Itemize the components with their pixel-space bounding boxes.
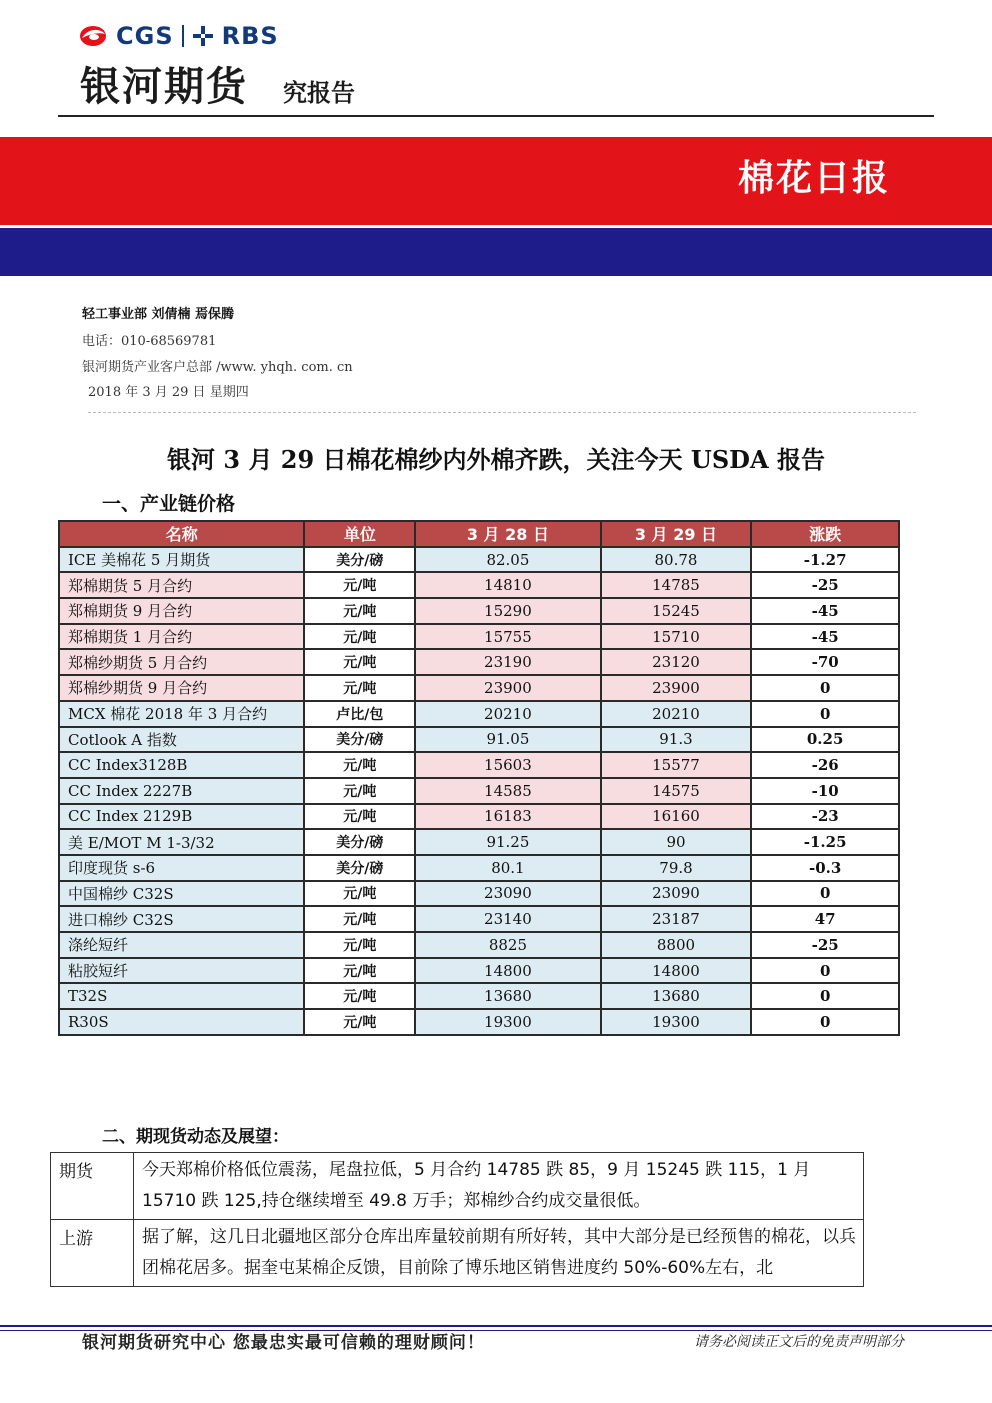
row-name: 郑棉纱期货 5 月合约 [59,649,304,675]
table-row [59,778,899,804]
date-line: 2018 年 3 月 29 日 星期四 [88,385,249,400]
row-name: 进口棉纱 C32S [59,906,304,932]
row-value-day2: 23900 [601,675,752,701]
row-unit: 元/吨 [304,906,415,932]
row-value-day1: 82.05 [415,547,601,573]
logo-separator [182,25,184,47]
table-row [59,804,899,830]
row-unit: 元/吨 [304,649,415,675]
table-row [59,855,899,881]
row-unit: 元/吨 [304,572,415,598]
footer-disclaimer: 请务必阅读正文后的免责声明部分 [694,1334,904,1350]
row-name: CC Index3128B [59,752,304,778]
row-change: 0 [751,675,899,701]
row-name: 美 E/MOT M 1-3/32 [59,829,304,855]
row-unit: 元/吨 [304,983,415,1009]
cgs-swirl-icon [78,22,108,50]
row-value-day1: 15755 [415,624,601,650]
row-value-day2: 13680 [601,983,752,1009]
row-unit: 元/吨 [304,752,415,778]
row-name: CC Index 2227B [59,778,304,804]
notes-table [50,1152,864,1287]
row-name: 郑棉纱期货 9 月合约 [59,675,304,701]
col-name: 名称 [59,521,304,547]
row-change: 0 [751,701,899,727]
col-date2: 3 月 29 日 [601,521,752,547]
row-unit: 元/吨 [304,1009,415,1035]
row-change: 0 [751,1009,899,1035]
row-name: MCX 棉花 2018 年 3 月合约 [59,701,304,727]
row-change: -23 [751,804,899,830]
phone-line: 电话：010-68569781 [82,334,217,349]
row-unit: 元/吨 [304,881,415,907]
table-row [59,701,899,727]
table-row [59,983,899,1009]
row-value-day2: 16160 [601,804,752,830]
notes-label: 期货 [51,1153,134,1220]
col-date1: 3 月 28 日 [415,521,601,547]
notes-text: 今天郑棉价格低位震荡，尾盘拉低，5 月合约 14785 跌 85，9 月 15245 跌 115，1 月 15710 跌 125,持仓继续增至 49.8 万手；郑棉纱合约成交量很低。 [134,1153,864,1220]
logo [78,20,279,52]
row-name: 中国棉纱 C32S [59,881,304,907]
row-value-day1: 13680 [415,983,601,1009]
row-change: -0.3 [751,855,899,881]
row-name: Cotlook A 指数 [59,727,304,753]
row-value-day1: 23900 [415,675,601,701]
row-value-day1: 23190 [415,649,601,675]
row-unit: 元/吨 [304,624,415,650]
table-row [59,727,899,753]
row-change: -70 [751,649,899,675]
row-change: 47 [751,906,899,932]
table-row [59,572,899,598]
row-name: ICE 美棉花 5 月期货 [59,547,304,573]
dashed-divider [88,412,916,413]
row-value-day2: 80.78 [601,547,752,573]
row-name: T32S [59,983,304,1009]
row-value-day2: 23120 [601,649,752,675]
row-change: -45 [751,624,899,650]
notes-row [51,1153,864,1220]
table-row [59,932,899,958]
row-unit: 元/吨 [304,778,415,804]
price-table [58,520,900,1036]
report-title: 棉花日报 [737,158,890,199]
brand-name: 银河期货 [80,64,248,110]
row-change: 0.25 [751,727,899,753]
row-value-day1: 80.1 [415,855,601,881]
row-value-day2: 15577 [601,752,752,778]
logo-cgs-text: CGS [116,22,174,50]
headline: 银河 3 月 29 日棉花棉纱内外棉齐跌，关注今天 USDA 报告 [167,445,825,474]
row-value-day1: 14585 [415,778,601,804]
row-name: 涤纶短纤 [59,932,304,958]
section2-title: 二、期现货动态及展望： [102,1127,289,1147]
table-row [59,547,899,573]
row-value-day1: 14800 [415,958,601,984]
row-change: 0 [751,958,899,984]
row-change: -25 [751,572,899,598]
row-value-day1: 91.05 [415,727,601,753]
row-name: 印度现货 s-6 [59,855,304,881]
row-value-day2: 23090 [601,881,752,907]
table-row [59,906,899,932]
row-value-day1: 15290 [415,598,601,624]
table-row [59,598,899,624]
row-change: -1.27 [751,547,899,573]
row-value-day1: 14810 [415,572,601,598]
report-type: 究报告 [283,79,355,107]
logo-rbs-text: RBS [221,22,279,50]
row-unit: 卢比/包 [304,701,415,727]
col-change: 涨跌 [751,521,899,547]
row-value-day2: 91.3 [601,727,752,753]
footer-rule [0,1325,992,1327]
row-unit: 元/吨 [304,804,415,830]
author-line: 轻工事业部 刘倩楠 焉保腾 [82,307,235,322]
row-value-day2: 79.8 [601,855,752,881]
row-change: 0 [751,983,899,1009]
row-value-day1: 15603 [415,752,601,778]
row-value-day1: 16183 [415,804,601,830]
section1-title: 一、产业链价格 [102,493,236,515]
table-row [59,1009,899,1035]
row-unit: 元/吨 [304,932,415,958]
row-unit: 美分/磅 [304,547,415,573]
row-change: -45 [751,598,899,624]
row-unit: 元/吨 [304,958,415,984]
row-name: 郑棉期货 5 月合约 [59,572,304,598]
table-row [59,752,899,778]
price-table-header [59,521,899,547]
row-value-day2: 23187 [601,906,752,932]
notes-row [51,1220,864,1287]
row-unit: 元/吨 [304,598,415,624]
table-row [59,881,899,907]
row-unit: 美分/磅 [304,829,415,855]
notes-label: 上游 [51,1220,134,1287]
row-value-day1: 23090 [415,881,601,907]
row-change: -25 [751,932,899,958]
title-band-blue [0,228,992,276]
row-name: CC Index 2129B [59,804,304,830]
table-row [59,624,899,650]
row-name: 郑棉期货 9 月合约 [59,598,304,624]
row-value-day2: 19300 [601,1009,752,1035]
row-value-day2: 14785 [601,572,752,598]
table-row [59,829,899,855]
row-value-day1: 20210 [415,701,601,727]
row-name: 粘胶短纤 [59,958,304,984]
col-unit: 单位 [304,521,415,547]
row-value-day2: 14575 [601,778,752,804]
row-value-day2: 14800 [601,958,752,984]
row-value-day2: 15710 [601,624,752,650]
row-unit: 元/吨 [304,675,415,701]
row-value-day1: 8825 [415,932,601,958]
notes-text: 据了解，这几日北疆地区部分仓库出库量较前期有所好转，其中大部分是已经预售的棉花，以兵团棉花居多。据奎屯某棉企反馈，目前除了博乐地区销售进度约 50%-60%左右，北 [134,1220,864,1287]
row-value-day1: 91.25 [415,829,601,855]
row-value-day2: 15245 [601,598,752,624]
row-value-day1: 23140 [415,906,601,932]
footer-slogan: 银河期货研究中心 您最忠实最可信赖的理财顾问！ [82,1333,485,1353]
row-change: -26 [751,752,899,778]
row-value-day2: 20210 [601,701,752,727]
row-value-day1: 19300 [415,1009,601,1035]
rbs-daisy-icon [192,25,214,47]
row-unit: 美分/磅 [304,855,415,881]
row-change: -1.25 [751,829,899,855]
header-rule [58,115,934,117]
website-line[interactable]: 银河期货产业客户总部 /www. yhqh. com. cn [82,360,353,375]
row-change: 0 [751,881,899,907]
table-row [59,675,899,701]
row-unit: 美分/磅 [304,727,415,753]
row-value-day2: 8800 [601,932,752,958]
row-name: R30S [59,1009,304,1035]
row-change: -10 [751,778,899,804]
table-row [59,649,899,675]
row-value-day2: 90 [601,829,752,855]
row-name: 郑棉期货 1 月合约 [59,624,304,650]
table-row [59,958,899,984]
